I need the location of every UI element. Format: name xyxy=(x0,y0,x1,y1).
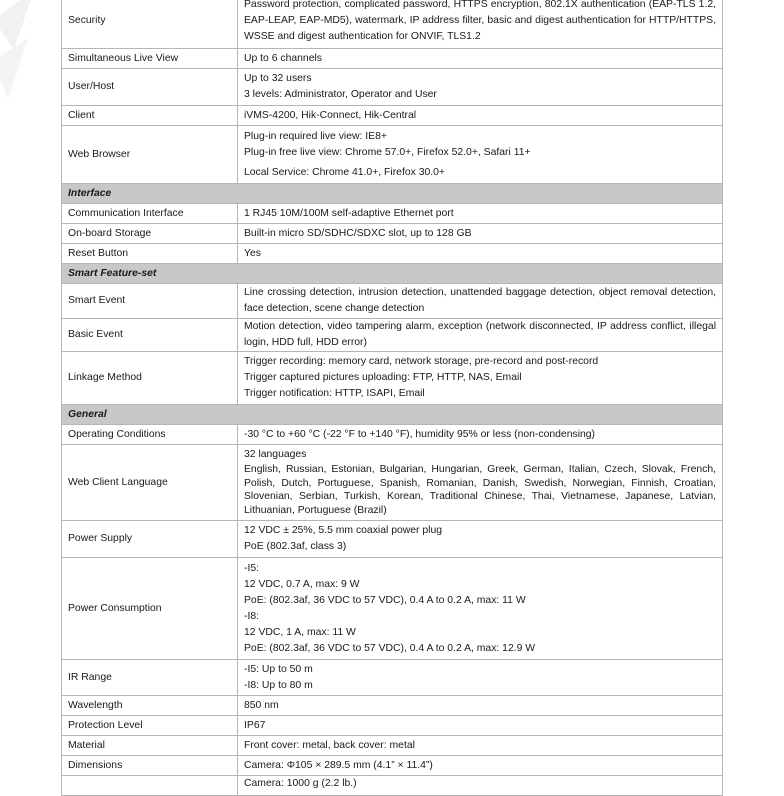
table-row xyxy=(62,445,723,521)
row-label: Web Client Language xyxy=(62,445,238,521)
row-value: Camera: Φ105 × 289.5 mm (4.1” × 11.4”) xyxy=(238,756,723,776)
table-row xyxy=(62,244,723,264)
section-header xyxy=(62,405,723,425)
row-value: Up to 32 users 3 levels: Administrator, Operator and User xyxy=(238,69,723,106)
row-value: 850 nm xyxy=(238,696,723,716)
row-value: Motion detection, video tampering alarm, exception (network disconnected, IP address conflict, illegal login, HDD full, HDD error) xyxy=(238,319,723,352)
row-value: iVMS-4200, Hik-Connect, Hik-Central xyxy=(238,106,723,126)
row-label: Dimensions xyxy=(62,756,238,776)
row-label: User/Host xyxy=(62,69,238,106)
row-label: Client xyxy=(62,106,238,126)
table-row xyxy=(62,756,723,776)
row-label: Communication Interface xyxy=(62,204,238,224)
table-row xyxy=(62,69,723,106)
row-label: Wavelength xyxy=(62,696,238,716)
row-value: Plug-in required live view: IE8+ Plug-in free live view: Chrome 57.0+, Firefox 52.0+, Safari 11+ Local Service: Chrome 41.0+, Firefox 30.0+ xyxy=(238,126,723,184)
row-label: Reset Button xyxy=(62,244,238,264)
section-title: General xyxy=(62,405,723,425)
row-label: Security xyxy=(62,0,238,49)
row-label: Power Consumption xyxy=(62,558,238,660)
table-row xyxy=(62,224,723,244)
spec-table xyxy=(61,0,723,796)
section-header xyxy=(62,264,723,284)
table-row xyxy=(62,352,723,405)
row-value: 1 RJ45 10M/100M self-adaptive Ethernet port xyxy=(238,204,723,224)
watermark-icon xyxy=(0,0,42,110)
table-row xyxy=(62,521,723,558)
table-row xyxy=(62,0,723,49)
row-value: -I5: 12 VDC, 0.7 A, max: 9 W PoE: (802.3af, 36 VDC to 57 VDC), 0.4 A to 0.2 A, max: 11 W -I8: 12 VDC, 1 A, max: 11 W PoE: (802.3af, 36 VDC to 57 VDC), 0.4 A to 0.2 A, max: 12.9 W xyxy=(238,558,723,660)
row-label xyxy=(62,776,238,796)
row-value: -I5: Up to 50 m -I8: Up to 80 m xyxy=(238,660,723,696)
row-value: Line crossing detection, intrusion detection, unattended baggage detection, object removal detection, face detection, scene change detection xyxy=(238,284,723,319)
row-label: IR Range xyxy=(62,660,238,696)
row-value: Yes xyxy=(238,244,723,264)
row-value: Trigger recording: memory card, network storage, pre-record and post-record Trigger captured pictures uploading: FTP, HTTP, NAS, Email Trigger notification: HTTP, ISAPI, Email xyxy=(238,352,723,405)
row-value: Front cover: metal, back cover: metal xyxy=(238,736,723,756)
table-row xyxy=(62,696,723,716)
row-label: On-board Storage xyxy=(62,224,238,244)
row-value: -30 °C to +60 °C (-22 °F to +140 °F), humidity 95% or less (non-condensing) xyxy=(238,425,723,445)
section-title: Interface xyxy=(62,184,723,204)
row-value: Built-in micro SD/SDHC/SDXC slot, up to 128 GB xyxy=(238,224,723,244)
table-row xyxy=(62,425,723,445)
row-label: Simultaneous Live View xyxy=(62,49,238,69)
table-row xyxy=(62,716,723,736)
table-row xyxy=(62,558,723,660)
table-row xyxy=(62,776,723,796)
table-row xyxy=(62,204,723,224)
table-row xyxy=(62,126,723,184)
table-row xyxy=(62,660,723,696)
row-value: 12 VDC ± 25%, 5.5 mm coaxial power plug PoE (802.3af, class 3) xyxy=(238,521,723,558)
row-label: Smart Event xyxy=(62,284,238,319)
row-value: 32 languages English, Russian, Estonian, Bulgarian, Hungarian, Greek, German, Italian, Czech, Slovak, French, Polish, Dutch, Portuguese, Spanish, Romanian, Danish, Swedish, Norwegian, Finnish, Croatian, Slovenian, Serbian, Turkish, Korean, Traditional Chinese, Thai, Vietnamese, Japanese, Latvian, Lithuanian, Portuguese (Brazil) xyxy=(238,445,723,521)
row-label: Protection Level xyxy=(62,716,238,736)
spec-sheet xyxy=(61,0,722,796)
row-label: Linkage Method xyxy=(62,352,238,405)
table-row xyxy=(62,49,723,69)
table-row xyxy=(62,736,723,756)
row-value: Up to 6 channels xyxy=(238,49,723,69)
section-header xyxy=(62,184,723,204)
row-value: Password protection, complicated password, HTTPS encryption, 802.1X authentication (EAP-TLS 1.2, EAP-LEAP, EAP-MD5), watermark, IP address filter, basic and digest authentication for HTTP/HTTPS, WSSE and digest authentication for ONVIF, TLS1.2 xyxy=(238,0,723,49)
row-label: Web Browser xyxy=(62,126,238,184)
section-title: Smart Feature-set xyxy=(62,264,723,284)
row-label: Material xyxy=(62,736,238,756)
row-label: Basic Event xyxy=(62,319,238,352)
row-value: IP67 xyxy=(238,716,723,736)
table-row xyxy=(62,319,723,352)
row-value: Camera: 1000 g (2.2 lb.) xyxy=(238,776,723,796)
row-label: Power Supply xyxy=(62,521,238,558)
table-row xyxy=(62,284,723,319)
row-label: Operating Conditions xyxy=(62,425,238,445)
table-row xyxy=(62,106,723,126)
